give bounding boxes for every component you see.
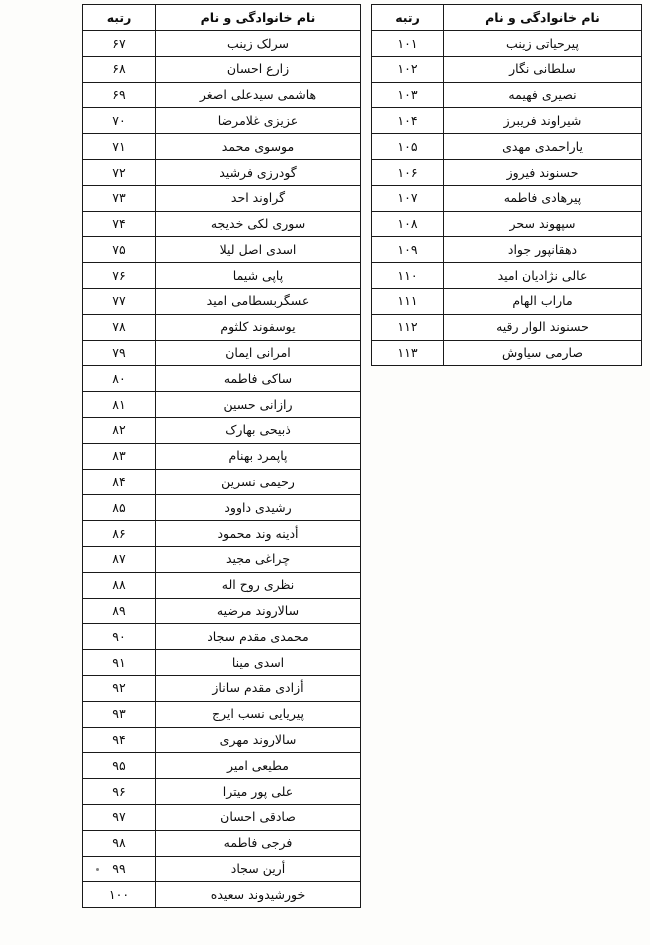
cell-name: پیرحیاتی زینب [444,31,642,57]
table-row [372,340,642,366]
cell-name: پاپی شیما [156,263,361,289]
cell-rank: ۷۰ [83,108,156,134]
cell-rank: ۸۴ [83,469,156,495]
cell-rank: ۸۸ [83,572,156,598]
cell-rank: ۱۱۳ [372,340,444,366]
cell-name: پیریایی نسب ایرج [156,701,361,727]
cell-rank: ۹۳ [83,701,156,727]
table-row [83,31,361,57]
table-row [83,546,361,572]
cell-name: سپهوند سحر [444,211,642,237]
cell-rank: ۱۰۸ [372,211,444,237]
cell-name: عسگربسطامی امید [156,288,361,314]
cell-rank: ۷۱ [83,134,156,160]
cell-rank: ۱۰۷ [372,185,444,211]
cell-name: علی پور میترا [156,779,361,805]
table-row [83,288,361,314]
cell-rank: ۹۸ [83,830,156,856]
cell-rank: ۷۹ [83,340,156,366]
table-row [83,340,361,366]
cell-name: سلطانی نگار [444,56,642,82]
cell-name: اسدی مینا [156,650,361,676]
table-row [83,417,361,443]
table-row [83,779,361,805]
table-row [372,263,642,289]
table-row [83,82,361,108]
table-row [83,572,361,598]
table-row [372,314,642,340]
cell-rank: ۱۰۲ [372,56,444,82]
cell-rank: ۹۴ [83,727,156,753]
table-row [372,159,642,185]
cell-rank: ۷۳ [83,185,156,211]
cell-rank: ۹۷ [83,804,156,830]
cell-rank: ۹۶ [83,779,156,805]
cell-rank: ۸۳ [83,443,156,469]
cell-rank: ۸۶ [83,521,156,547]
table-head [83,5,361,31]
table-row [83,521,361,547]
table-row [83,56,361,82]
cell-name: شیراوند فریبرز [444,108,642,134]
table-body [83,31,361,908]
cell-rank: ۱۰۱ [372,31,444,57]
table-row [372,82,642,108]
cell-name: عزیزی غلامرضا [156,108,361,134]
cell-name: رحیمی نسرین [156,469,361,495]
cell-name: سوری لکی خدیجه [156,211,361,237]
table-body [372,31,642,366]
tables-container [0,4,650,908]
table-row [83,495,361,521]
cell-name: گودرزی فرشید [156,159,361,185]
cell-rank: ۱۱۰ [372,263,444,289]
rank-table-left [82,4,361,908]
table-row [83,159,361,185]
table-row [83,675,361,701]
cell-name: صارمی سیاوش [444,340,642,366]
table-row [83,366,361,392]
cell-rank: ۱۰۶ [372,159,444,185]
cell-rank: ۱۱۱ [372,288,444,314]
table-row [83,624,361,650]
table-row [372,134,642,160]
table-row [83,727,361,753]
table-row [372,237,642,263]
table-row [83,108,361,134]
cell-name: أدینه وند محمود [156,521,361,547]
table-row [372,288,642,314]
cell-rank: ۶۹ [83,82,156,108]
table-row [372,108,642,134]
table-row [83,263,361,289]
cell-name: پیرهادی فاطمه [444,185,642,211]
cell-rank: ۶۷ [83,31,156,57]
table-row [83,211,361,237]
cell-name: سالاروند مرضیه [156,598,361,624]
column-header-rank: رتبه [83,5,156,31]
cell-rank: ۹۰ [83,624,156,650]
table-row [83,134,361,160]
cell-rank: ۹۲ [83,675,156,701]
cell-name: ساکی فاطمه [156,366,361,392]
cell-name: خورشیدوند سعیده [156,882,361,908]
rank-table-right [371,4,642,366]
cell-name: رشیدی داوود [156,495,361,521]
cell-rank: ۷۶ [83,263,156,289]
cell-rank: ۸۵ [83,495,156,521]
cell-name: مطیعی امیر [156,753,361,779]
table-row [83,443,361,469]
cell-name: أرین سجاد [156,856,361,882]
cell-name: موسوی محمد [156,134,361,160]
table-head [372,5,642,31]
cell-rank: ۱۰۹ [372,237,444,263]
table-row [83,804,361,830]
table-row [83,598,361,624]
cell-rank: ۸۲ [83,417,156,443]
cell-rank: ۸۹ [83,598,156,624]
cell-name: سالاروند مهری [156,727,361,753]
cell-rank: ۷۵ [83,237,156,263]
cell-rank: ۱۰۰ [83,882,156,908]
cell-name: اسدی اصل لیلا [156,237,361,263]
cell-name: نصیری فهیمه [444,82,642,108]
cell-rank: ۱۱۲ [372,314,444,340]
table-row [372,56,642,82]
cell-rank: ۸۰ [83,366,156,392]
column-header-name: نام خانوادگی و نام [444,5,642,31]
table-row [83,856,361,882]
cell-name: هاشمی سیدعلی اصغر [156,82,361,108]
cell-rank: ۱۰۳ [372,82,444,108]
table-header-row [83,5,361,31]
cell-name: پاپمرد بهنام [156,443,361,469]
cell-name: حسنوند فیروز [444,159,642,185]
cell-rank: ۸۷ [83,546,156,572]
table-row [83,185,361,211]
cell-rank: ۹۹ [83,856,156,882]
table-row [83,830,361,856]
table-row [372,185,642,211]
column-header-name: نام خانوادگی و نام [156,5,361,31]
cell-name: زارع احسان [156,56,361,82]
table-row [83,392,361,418]
cell-rank: ۷۸ [83,314,156,340]
scan-artifact-dot [96,868,99,871]
cell-rank: ۷۷ [83,288,156,314]
cell-rank: ۸۱ [83,392,156,418]
cell-name: محمدی مقدم سجاد [156,624,361,650]
cell-name: ماراب الهام [444,288,642,314]
column-header-rank: رتبه [372,5,444,31]
cell-rank: ۱۰۵ [372,134,444,160]
cell-name: أزادی مقدم ساناز [156,675,361,701]
table-row [83,237,361,263]
cell-rank: ۷۴ [83,211,156,237]
cell-name: فرجی فاطمه [156,830,361,856]
table-row [83,314,361,340]
table-row [83,469,361,495]
table-row [83,882,361,908]
table-row [372,31,642,57]
cell-name: عالی نژادیان امید [444,263,642,289]
cell-name: سرلک زینب [156,31,361,57]
table-row [372,211,642,237]
left-table-wrapper [82,4,361,908]
cell-name: گراوند احد [156,185,361,211]
cell-name: رازانی حسین [156,392,361,418]
cell-name: چراغی مجید [156,546,361,572]
cell-rank: ۹۵ [83,753,156,779]
table-row [83,753,361,779]
table-row [83,701,361,727]
table-row [83,650,361,676]
right-table-wrapper [371,4,642,366]
table-header-row [372,5,642,31]
cell-rank: ۶۸ [83,56,156,82]
cell-name: نظری روح اله [156,572,361,598]
cell-name: صادقی احسان [156,804,361,830]
cell-name: ذبیحی بهارک [156,417,361,443]
cell-name: دهقانپور جواد [444,237,642,263]
cell-rank: ۹۱ [83,650,156,676]
cell-name: امرانی ایمان [156,340,361,366]
cell-name: یاراحمدی مهدی [444,134,642,160]
cell-rank: ۷۲ [83,159,156,185]
cell-name: یوسفوند کلثوم [156,314,361,340]
cell-rank: ۱۰۴ [372,108,444,134]
cell-name: حسنوند الوار رقیه [444,314,642,340]
